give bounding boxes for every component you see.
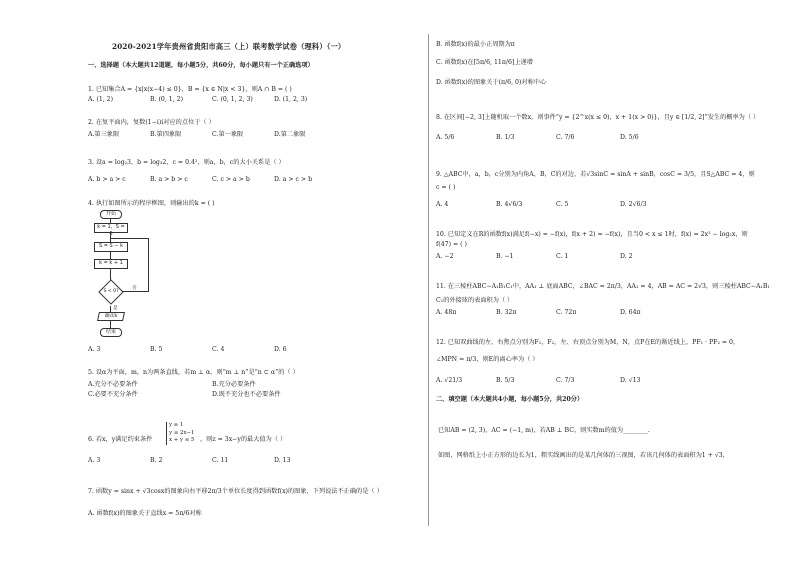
question-3-option-a: A. b > a > c bbox=[88, 176, 126, 183]
question-5-option-b: B.充分必要条件 bbox=[212, 381, 256, 388]
question-7-option-c: C. 函数f(x)在[5π/6, 11π/6]上递增 bbox=[436, 59, 533, 66]
question-2-option-b: B.第四象限 bbox=[150, 131, 182, 138]
question-8-option-a: A. 5/6 bbox=[436, 134, 455, 141]
question-11-option-c: C. 72π bbox=[556, 309, 577, 316]
question-4-option-d: D. 6 bbox=[274, 346, 287, 353]
question-13-stem: 已知AB = (2, 3)，AC = (−1, m)，若AB ⊥ BC，则实数m的值为________. bbox=[438, 427, 650, 434]
program-flowchart bbox=[92, 208, 162, 342]
flowchart-loop-return bbox=[110, 238, 148, 239]
question-9-stem-continued: c = ( ) bbox=[436, 184, 456, 191]
question-11-option-d: D. 64π bbox=[620, 309, 641, 316]
question-5-stem: 5. 设α为平面，m，n为两条直线，若m ⊥ α，则“m ⊥ n”是“n ⊂ α”的（ ） bbox=[88, 369, 299, 376]
flowchart-output: 输出k bbox=[97, 312, 125, 321]
question-10-option-a: A. −2 bbox=[436, 253, 454, 260]
question-7-option-a: A. 函数f(x)的图象关于直线x = 5π/6对称 bbox=[88, 510, 202, 517]
question-6-stem-b: ，则z = 3x−y的最大值为（ ） bbox=[200, 436, 287, 443]
question-5-option-d: D.既不充分也不必要条件 bbox=[212, 391, 281, 398]
flowchart-loop-line bbox=[148, 238, 149, 292]
question-8-option-c: C. 7/6 bbox=[556, 134, 575, 141]
question-2-option-a: A.第三象限 bbox=[88, 131, 120, 138]
question-12-stem-continued: ∠MPN = π/3，则E的离心率为（ ） bbox=[436, 356, 539, 363]
question-7-option-d: D. 函数f(x)的图象关于(π/6, 0)对称中心 bbox=[436, 79, 547, 86]
question-10-option-b: B. −1 bbox=[496, 253, 514, 260]
column-divider bbox=[428, 34, 429, 526]
question-7-option-b: B. 函数f(x)的最小正周期为π bbox=[436, 41, 515, 48]
question-8-stem: 8. 在区间[−2, 3]上随机取一个数x，则事件“y = {2^x(x ≤ 0)，x + 1(x > 0)}，且y ∈ [1/2, 2]”发生的概率为（ ） bbox=[436, 114, 760, 121]
question-12-option-a: A. √21/3 bbox=[436, 377, 463, 384]
question-5-option-c: C.必要不充分条件 bbox=[88, 391, 138, 398]
flowchart-no-line bbox=[122, 291, 148, 292]
section-heading-choice: 一、选择题（本大题共12道题，每小题5分，共60分，每小题只有一个正确选项） bbox=[88, 62, 314, 69]
question-11-option-a: A. 48π bbox=[436, 309, 457, 316]
question-4-option-c: C. 4 bbox=[212, 346, 225, 353]
question-1-stem: 1. 已知集合A = {x|x(x−4) ≤ 0}，B = {x ∈ N|x < 3}，则A ∩ B = ( ) bbox=[88, 86, 292, 93]
question-1-option-c: C. (0, 1, 2, 3) bbox=[212, 96, 253, 103]
question-7-stem: 7. 函数y = sinx + √3cosx的图象向右平移2π/3个单位长度得到函数f(x)的图象，下列说法不正确的是（ ） bbox=[88, 488, 383, 495]
question-2-stem: 2. 在复平面内，复数(1−i)i对应的点位于（ ） bbox=[88, 119, 215, 126]
question-12-option-b: B. 5/3 bbox=[496, 377, 515, 384]
question-9-option-b: B. 4√6/3 bbox=[496, 201, 523, 208]
question-2-option-d: D.第二象限 bbox=[274, 131, 306, 138]
question-5-option-a: A.充分不必要条件 bbox=[88, 381, 138, 388]
flowchart-yes-label: 是 bbox=[113, 306, 118, 311]
question-11-stem-continued: C₁的外接球的表面积为（ ） bbox=[436, 297, 514, 304]
question-10-option-d: D. 2 bbox=[620, 253, 633, 260]
question-3-option-d: D. a > c > b bbox=[274, 176, 313, 183]
question-8-option-b: B. 1/3 bbox=[496, 134, 515, 141]
question-9-option-a: A. 4 bbox=[436, 201, 449, 208]
question-3-option-c: C. c > a > b bbox=[212, 176, 250, 183]
question-6-option-a: A. 3 bbox=[88, 457, 101, 464]
flowchart-step-s: S = S − k bbox=[94, 242, 128, 252]
section-heading-fill-in: 二、填空题（本大题共4小题，每小题5分，共20分） bbox=[436, 396, 584, 403]
flowchart-condition: S < 0? bbox=[103, 289, 119, 294]
flowchart-no-label: 否 bbox=[132, 286, 137, 291]
question-4-option-b: B. 5 bbox=[150, 346, 163, 353]
question-6-option-b: B. 2 bbox=[150, 457, 163, 464]
question-1-option-a: A. (1, 2) bbox=[88, 96, 114, 103]
question-2-option-c: C.第一象限 bbox=[212, 131, 244, 138]
exam-title: 2020-2021学年贵州省贵阳市高三（上）联考数学试卷（理科）（一） bbox=[112, 42, 346, 51]
question-12-stem: 12. 已知双曲线的左、右焦点分别为F₁，F₂，左、右顶点分别为M，N，点P在E的渐近线上，PF₁ · PF₂ = 0， bbox=[436, 339, 740, 346]
flowchart-end: 结束 bbox=[100, 328, 122, 337]
question-9-option-c: C. 5 bbox=[556, 201, 569, 208]
flowchart-connector bbox=[110, 232, 111, 242]
question-1-option-d: D. (1, 2, 3) bbox=[274, 96, 308, 103]
question-12-option-c: C. 7/3 bbox=[556, 377, 575, 384]
question-6-option-c: C. 11 bbox=[212, 457, 229, 464]
question-12-option-d: D. √13 bbox=[620, 377, 641, 384]
constraint-2: y ≤ 2x−1 bbox=[169, 429, 195, 436]
question-3-stem: 3. 设a = log₂3，b = log₃2，c = 0.4²，则a，b，c的大小关系是（ ） bbox=[88, 159, 285, 166]
question-4-option-a: A. 3 bbox=[88, 346, 101, 353]
question-10-stem-continued: f(47) = ( ) bbox=[436, 241, 467, 248]
flowchart-init: k = 1，S = 6 bbox=[94, 223, 128, 233]
flowchart-step-k: k = k + 1 bbox=[94, 259, 128, 269]
question-6-constraints bbox=[166, 422, 194, 445]
question-9-option-d: D. 2√6/3 bbox=[620, 201, 647, 208]
question-3-option-b: B. a > b > c bbox=[150, 176, 188, 183]
question-8-option-d: D. 5/6 bbox=[620, 134, 639, 141]
question-10-option-c: C. 1 bbox=[556, 253, 569, 260]
flowchart-connector bbox=[110, 320, 111, 328]
flowchart-start: 开始 bbox=[100, 210, 122, 219]
question-11-option-b: B. 32π bbox=[496, 309, 517, 316]
question-6-stem-a: 6. 若x，y满足约束条件 bbox=[88, 436, 153, 443]
question-11-stem: 11. 在三棱柱ABC−A₁B₁C₁中，AA₁ ⊥ 底面ABC，∠BAC = 2π/3，AA₁ = 4，AB = AC = 2√3，则三棱柱ABC−A₁B₁ bbox=[436, 283, 770, 290]
question-4-stem: 4. 执行如图所示的程序框图，则输出的k = ( ) bbox=[88, 200, 215, 207]
question-6-option-d: D. 13 bbox=[274, 457, 291, 464]
constraint-1: y ≥ 1 bbox=[169, 422, 184, 428]
question-14-stem: 如图，网格纸上小正方形的边长为1，粗实线画出的是某几何体的三视图，若该几何体的表面积为1 + √3， bbox=[438, 452, 729, 459]
constraint-3: x + y ≤ 5 bbox=[169, 437, 195, 443]
flowchart-connector bbox=[110, 251, 111, 259]
question-10-stem: 10. 已知定义在R的函数f(x)满足f(−x) = −f(x)，f(x + 2) = −f(x)，且当0 < x ≤ 1时，f(x) = 2x² − log₂x，则 bbox=[436, 231, 748, 238]
question-1-option-b: B. (0, 1, 2) bbox=[150, 96, 183, 103]
question-9-stem: 9. △ABC中，a，b，c分别为内角A，B，C的对边，若√3sinC = sinA + sinB，cosC = 3/5，且S△ABC = 4，则 bbox=[436, 171, 755, 178]
